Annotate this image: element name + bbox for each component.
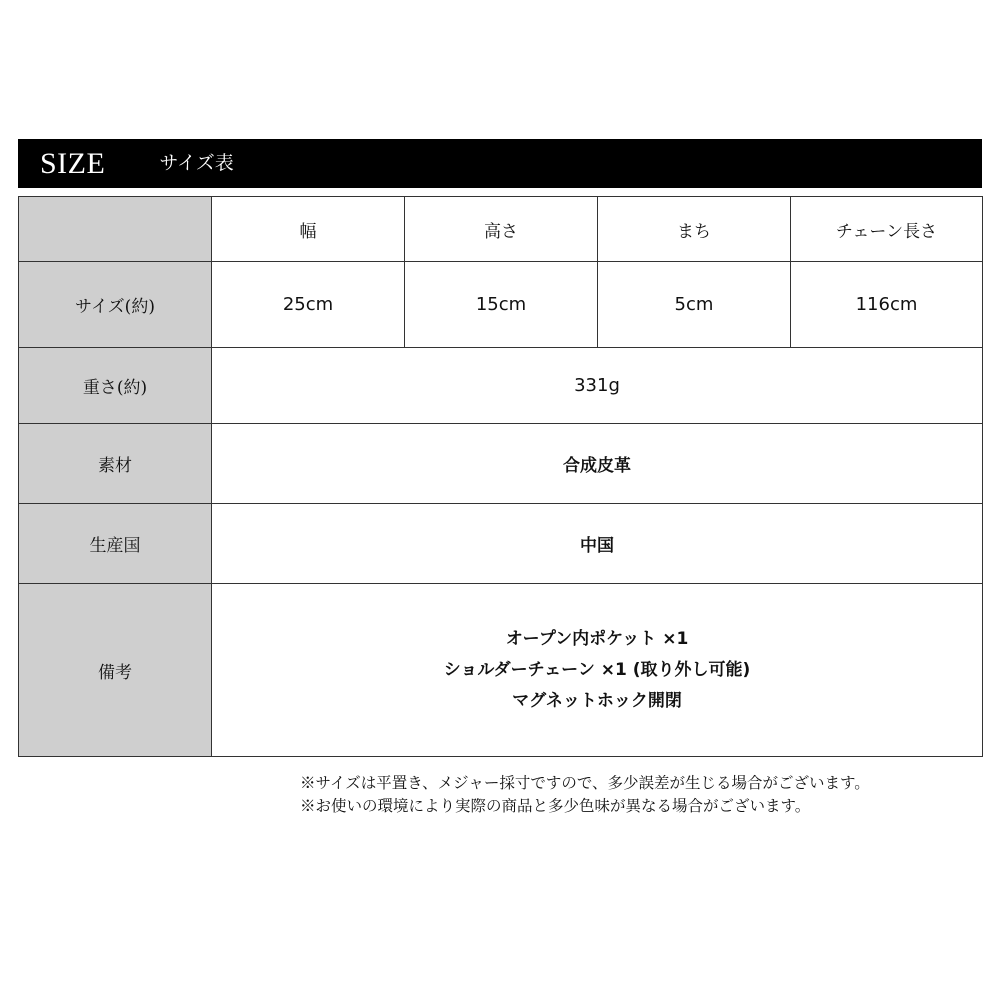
material-row bbox=[19, 424, 983, 504]
corner-cell bbox=[19, 197, 212, 262]
notes-value bbox=[212, 584, 983, 757]
origin-row-label: 生産国 bbox=[19, 504, 212, 584]
note-line: マグネットホック開閉 bbox=[512, 690, 682, 711]
column-header-row bbox=[19, 197, 983, 262]
notes-row bbox=[19, 584, 983, 757]
origin-row bbox=[19, 504, 983, 584]
weight-row-label: 重さ(約) bbox=[19, 348, 212, 424]
footnote-color: ※お使いの環境により実際の商品と多少色味が異なる場合がございます。 bbox=[300, 797, 811, 815]
chain-length-value: 116cm bbox=[791, 262, 983, 348]
origin-value: 中国 bbox=[212, 504, 983, 584]
footnote-measurement: ※サイズは平置き、メジャー採寸ですので、多少誤差が生じる場合がございます。 bbox=[300, 774, 870, 792]
note-line: オープン内ポケット ×1 bbox=[505, 628, 689, 649]
weight-row bbox=[19, 348, 983, 424]
notes-row-label: 備考 bbox=[19, 584, 212, 757]
size-row-label: サイズ(約) bbox=[19, 262, 212, 348]
size-header-bar bbox=[18, 139, 982, 188]
size-row bbox=[19, 262, 983, 348]
footnotes bbox=[300, 772, 990, 818]
column-header-depth: まち bbox=[598, 197, 791, 262]
size-table bbox=[18, 196, 983, 757]
height-value: 15cm bbox=[405, 262, 598, 348]
column-header-chain-length: チェーン長さ bbox=[791, 197, 983, 262]
column-header-height: 高さ bbox=[405, 197, 598, 262]
material-value: 合成皮革 bbox=[212, 424, 983, 504]
note-line: ショルダーチェーン ×1 (取り外し可能) bbox=[443, 659, 751, 680]
width-value: 25cm bbox=[212, 262, 405, 348]
size-title: SIZE bbox=[40, 147, 106, 180]
depth-value: 5cm bbox=[598, 262, 791, 348]
weight-value: 331g bbox=[212, 348, 983, 424]
material-row-label: 素材 bbox=[19, 424, 212, 504]
size-subtitle: サイズ表 bbox=[159, 152, 234, 174]
column-header-width: 幅 bbox=[212, 197, 405, 262]
